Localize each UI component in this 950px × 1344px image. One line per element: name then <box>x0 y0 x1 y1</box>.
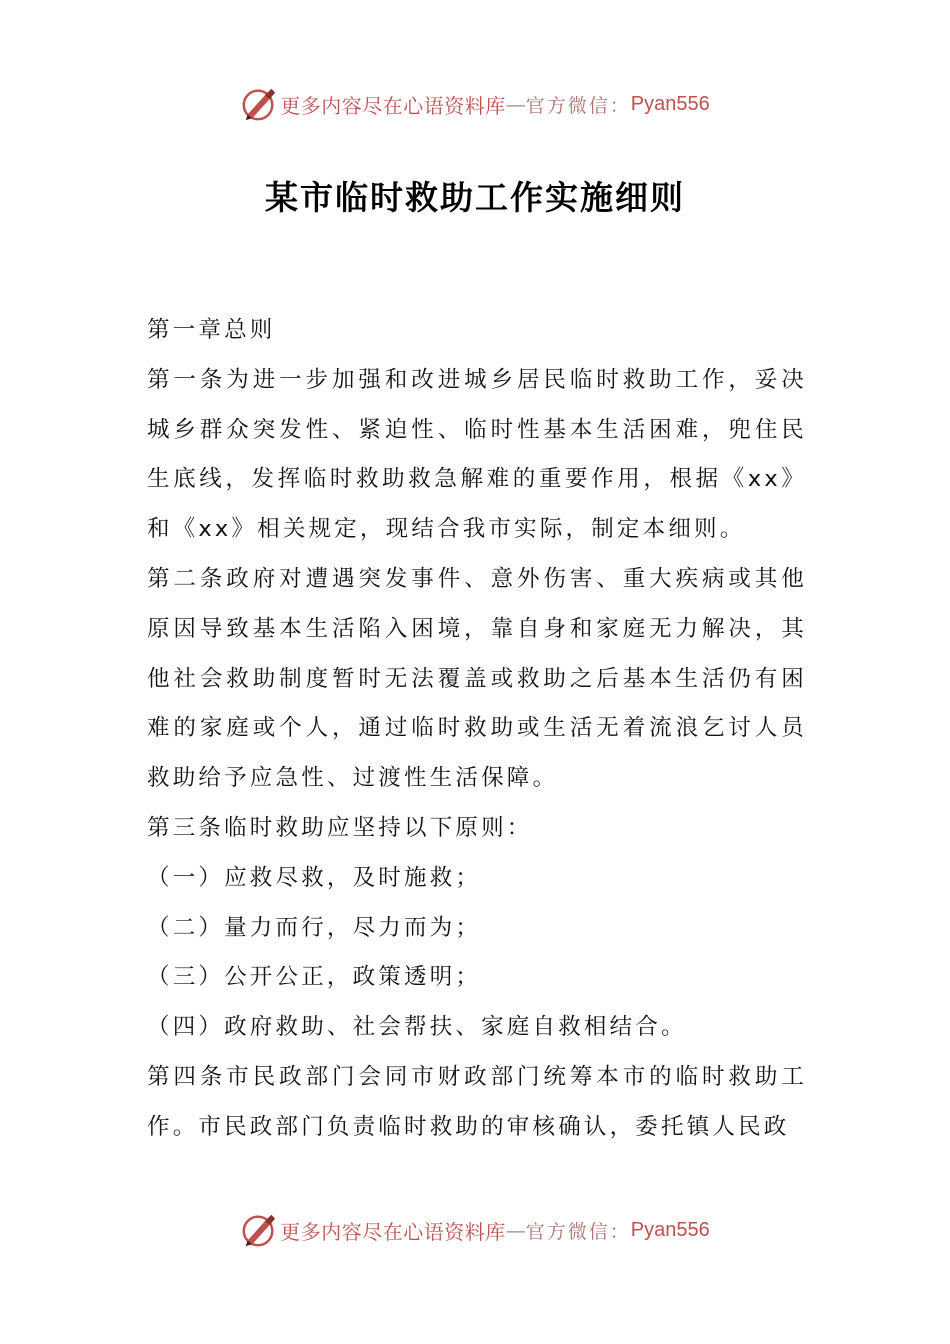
banner-wechat-id: Pyan556 <box>630 92 710 115</box>
footer-watermark-banner <box>0 1208 950 1252</box>
principle-item: （二）量力而行，尽力而为； <box>147 914 482 941</box>
principle-item: （四）政府救助、社会帮扶、家庭自救相结合。 <box>147 1014 687 1041</box>
article-paragraph: 第二条政府对遭遇突发事件、意外伤害、重大疾病或其他原因导致基本生活陷入困境，靠自身和家庭无力解决，其他社会救助制度暂时无法覆盖或救助之后基本生活仍有困难的家庭或个人，通过临时救助或生活无着流浪乞讨人员救助给予应急性、过渡性生活保障。 <box>147 565 807 792</box>
banner-separator: — <box>505 92 526 116</box>
banner-text: 更多内容尽在心语资料库 <box>280 1219 506 1244</box>
header-watermark-banner <box>0 82 950 126</box>
banner-wechat-label: 官方微信： <box>525 94 631 117</box>
banner-separator: — <box>505 1218 526 1242</box>
article-paragraph: 第四条市民政部门会同市财政部门统筹本市的临时救助工作。市民政部门负责临时救助的审核确认，委托镇人民政 <box>147 1063 807 1140</box>
article-paragraph: 第一条为进一步加强和改进城乡居民临时救助工作，妥决城乡群众突发性、紧迫性、临时性基本生活困难，兜住民生底线，发挥临时救助救急解难的重要作用，根据《xx》和《xx》相关规定，现结合我市实际，制定本细则。 <box>147 366 807 543</box>
pen-logo-icon <box>240 85 278 123</box>
banner-wechat-label: 官方微信： <box>525 1220 631 1243</box>
banner-text: 更多内容尽在心语资料库 <box>280 93 506 118</box>
article-paragraph: 第三条临时救助应坚持以下原则： <box>147 814 533 841</box>
banner-wechat-id: Pyan556 <box>630 1218 710 1241</box>
document-body <box>147 306 807 1153</box>
chapter-heading: 第一章总则 <box>147 317 276 343</box>
pen-logo-icon <box>240 1211 278 1249</box>
document-title: 某市临时救助工作实施细则 <box>265 178 685 217</box>
principle-item: （一）应救尽救，及时施救； <box>147 864 482 891</box>
principle-item: （三）公开公正，政策透明； <box>147 964 482 991</box>
